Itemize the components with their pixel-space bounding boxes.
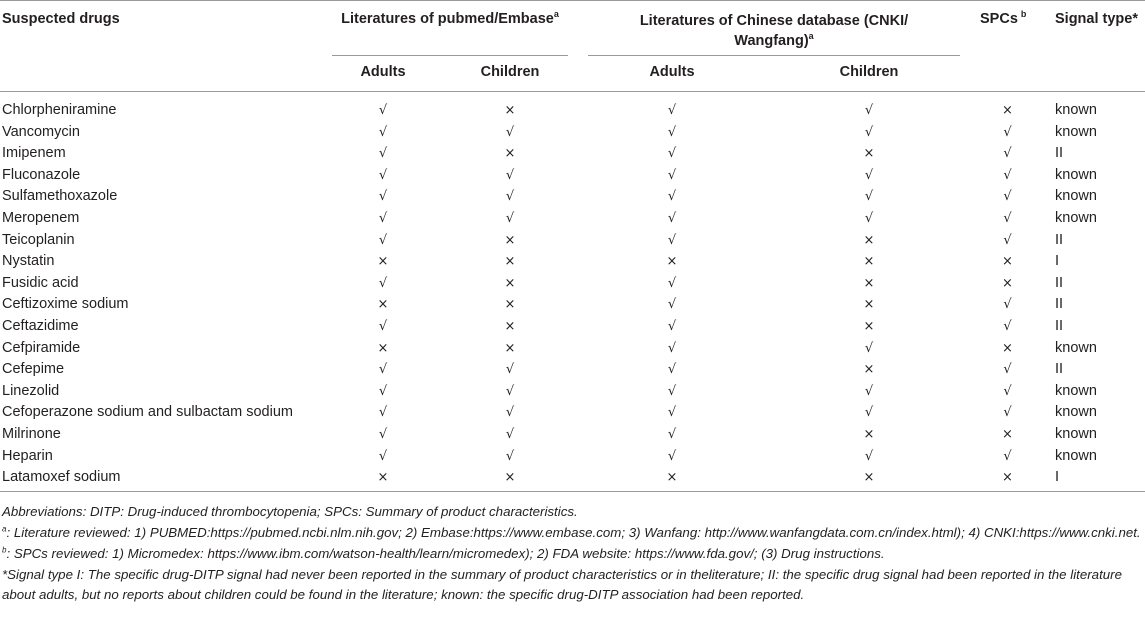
cell-drug-name: Linezolid bbox=[2, 382, 60, 399]
cell-signal-type: I bbox=[1055, 253, 1060, 270]
table-row bbox=[0, 230, 1145, 252]
table-row bbox=[0, 316, 1145, 338]
table-footnotes bbox=[2, 502, 1142, 606]
cell-signal-type: II bbox=[1055, 318, 1064, 334]
cell-drug-name: Ceftizoxime sodium bbox=[2, 296, 129, 313]
table-bottom-rule bbox=[0, 491, 1145, 492]
table-row bbox=[0, 359, 1145, 381]
cell-chinese-children: × bbox=[863, 275, 875, 291]
cell-chinese-adults: √ bbox=[667, 189, 677, 205]
cell-spcs: √ bbox=[1003, 319, 1012, 334]
table-row bbox=[0, 251, 1145, 273]
cell-pubmed-adults: √ bbox=[378, 124, 388, 140]
table-row bbox=[0, 122, 1145, 144]
cell-pubmed-children: × bbox=[504, 340, 516, 356]
cell-signal-type: known bbox=[1055, 188, 1097, 205]
cell-spcs: √ bbox=[1003, 167, 1012, 183]
table-row bbox=[0, 294, 1145, 316]
table-header bbox=[0, 0, 1145, 92]
cell-chinese-children: √ bbox=[864, 211, 874, 226]
cell-pubmed-children: × bbox=[504, 146, 516, 162]
table-row bbox=[0, 338, 1145, 360]
cell-chinese-children: √ bbox=[864, 383, 874, 399]
header-chinese-group: Literatures of Chinese database (CNKI/ Wangfang)$^a$ bbox=[639, 13, 909, 49]
chinese-sub-rule bbox=[588, 55, 960, 56]
cell-signal-type: known bbox=[1055, 404, 1097, 421]
cell-drug-name: Chlorpheniramine bbox=[2, 102, 117, 118]
cell-signal-type: known bbox=[1055, 102, 1097, 118]
cell-signal-type: II bbox=[1055, 296, 1064, 313]
cell-pubmed-adults: √ bbox=[378, 405, 388, 421]
cell-pubmed-adults: √ bbox=[378, 275, 388, 291]
cell-signal-type: II bbox=[1055, 361, 1064, 378]
cell-chinese-children: × bbox=[863, 427, 875, 442]
cell-chinese-adults: √ bbox=[667, 362, 677, 378]
cell-drug-name: Heparin bbox=[2, 447, 53, 464]
table-row bbox=[0, 100, 1145, 122]
cell-chinese-children: √ bbox=[864, 189, 874, 205]
cell-chinese-children: × bbox=[863, 254, 875, 270]
cell-chinese-adults: × bbox=[666, 254, 678, 270]
table-row bbox=[0, 208, 1145, 230]
cell-spcs: √ bbox=[1003, 189, 1012, 205]
cell-chinese-children: × bbox=[863, 362, 875, 378]
footnote-abbreviations: Abbreviations: DITP: Drug-induced thrombocytopenia; SPCs: Summary of product characteristics. bbox=[2, 504, 578, 519]
cell-signal-type: I bbox=[1055, 469, 1060, 486]
cell-chinese-adults: √ bbox=[667, 297, 677, 313]
cell-chinese-children: √ bbox=[864, 340, 874, 356]
cell-drug-name: Meropenem bbox=[2, 210, 80, 226]
cell-spcs: √ bbox=[1003, 383, 1012, 399]
cell-pubmed-adults: √ bbox=[378, 232, 388, 248]
header-pubmed-children: Children bbox=[480, 64, 540, 80]
cell-chinese-adults: √ bbox=[667, 405, 677, 421]
cell-chinese-children: × bbox=[863, 297, 875, 313]
cell-pubmed-adults: √ bbox=[378, 211, 388, 226]
cell-pubmed-children: √ bbox=[505, 362, 515, 378]
header-chinese-adults: Adults bbox=[649, 64, 695, 80]
cell-pubmed-children: √ bbox=[505, 448, 515, 464]
cell-drug-name: Vancomycin bbox=[2, 123, 80, 140]
cell-pubmed-children: √ bbox=[505, 427, 515, 442]
cell-signal-type: II bbox=[1055, 145, 1064, 162]
cell-signal-type: known bbox=[1055, 382, 1097, 399]
cell-spcs: × bbox=[1002, 275, 1013, 291]
table-row bbox=[0, 467, 1145, 489]
cell-chinese-adults: × bbox=[666, 470, 678, 486]
cell-chinese-children: × bbox=[863, 146, 875, 162]
cell-drug-name: Nystatin bbox=[2, 253, 55, 270]
pubmed-sub-rule bbox=[332, 55, 568, 56]
cell-chinese-adults: √ bbox=[667, 103, 677, 118]
table-row bbox=[0, 273, 1145, 295]
cell-chinese-children: √ bbox=[864, 167, 874, 183]
cell-pubmed-adults: √ bbox=[378, 146, 388, 162]
cell-spcs: √ bbox=[1003, 232, 1012, 248]
header-spcs: SPCs $^b$ bbox=[980, 9, 1027, 27]
cell-drug-name: Sulfamethoxazole bbox=[2, 188, 118, 205]
cell-chinese-adults: √ bbox=[667, 167, 677, 183]
cell-chinese-children: √ bbox=[864, 103, 874, 118]
cell-pubmed-children: × bbox=[504, 319, 516, 334]
cell-spcs: √ bbox=[1003, 405, 1012, 421]
cell-chinese-adults: √ bbox=[667, 383, 677, 399]
cell-pubmed-adults: √ bbox=[378, 383, 388, 399]
cell-pubmed-children: √ bbox=[505, 167, 515, 183]
cell-drug-name: Imipenem bbox=[2, 145, 66, 162]
cell-spcs: √ bbox=[1003, 448, 1012, 464]
cell-drug-name: Milrinone bbox=[2, 426, 61, 442]
cell-chinese-adults: √ bbox=[667, 448, 677, 464]
header-signal-type: Signal type* bbox=[1055, 11, 1138, 27]
header-chinese-children: Children bbox=[839, 64, 899, 80]
table-row bbox=[0, 424, 1145, 446]
header-pubmed-group: Literatures of pubmed/Embase$^a$ bbox=[341, 9, 559, 27]
cell-pubmed-children: √ bbox=[505, 124, 515, 140]
table-row bbox=[0, 143, 1145, 165]
footnote-b: $^b$: SPCs reviewed: 1) Micromedex: https://www.ibm.com/watson-health/learn/micromedex); 2) FDA website: https://www.fda.gov/; (3) Drug instructions. bbox=[2, 545, 885, 561]
cell-chinese-adults: √ bbox=[667, 340, 677, 356]
cell-chinese-adults: √ bbox=[667, 319, 677, 334]
cell-drug-name: Fusidic acid bbox=[2, 274, 79, 291]
table-row bbox=[0, 165, 1145, 187]
cell-drug-name: Cefepime bbox=[2, 361, 65, 378]
cell-chinese-adults: √ bbox=[667, 124, 677, 140]
cell-spcs: √ bbox=[1003, 146, 1012, 162]
cell-chinese-children: × bbox=[863, 232, 875, 248]
cell-chinese-adults: √ bbox=[667, 211, 677, 226]
cell-pubmed-adults: √ bbox=[378, 448, 388, 464]
cell-chinese-children: √ bbox=[864, 448, 874, 464]
cell-pubmed-adults: √ bbox=[378, 319, 388, 334]
cell-signal-type: known bbox=[1055, 166, 1097, 183]
cell-spcs: √ bbox=[1003, 211, 1012, 226]
cell-pubmed-adults: √ bbox=[378, 189, 388, 205]
cell-spcs: √ bbox=[1003, 297, 1012, 313]
cell-spcs: × bbox=[1002, 470, 1013, 486]
cell-signal-type: known bbox=[1055, 447, 1097, 464]
cell-pubmed-adults: √ bbox=[378, 167, 388, 183]
cell-pubmed-adults: √ bbox=[378, 362, 388, 378]
cell-drug-name: Fluconazole bbox=[2, 166, 81, 183]
cell-spcs: × bbox=[1002, 254, 1013, 270]
cell-spcs: × bbox=[1002, 427, 1013, 442]
cell-pubmed-children: × bbox=[504, 275, 516, 291]
footnote-signal-type: *Signal type I: The specific drug-DITP signal had never been reported in the summary of product characteristics or in theliterature; II: the specific drug signal had been reported in the literature about adults, but no reports about children could be found in the literature; known: the specific drug-DITP association had been reported. bbox=[2, 567, 1122, 602]
cell-chinese-adults: √ bbox=[667, 232, 677, 248]
cell-spcs: × bbox=[1002, 103, 1013, 118]
cell-drug-name: Latamoxef sodium bbox=[2, 469, 121, 486]
cell-drug-name: Cefpiramide bbox=[2, 339, 81, 356]
cell-pubmed-adults: √ bbox=[378, 427, 388, 442]
cell-pubmed-children: × bbox=[504, 254, 516, 270]
cell-pubmed-children: × bbox=[504, 232, 516, 248]
cell-chinese-adults: √ bbox=[667, 146, 677, 162]
cell-spcs: × bbox=[1002, 340, 1013, 356]
table-row bbox=[0, 381, 1145, 403]
cell-pubmed-children: × bbox=[504, 470, 516, 486]
cell-spcs: √ bbox=[1003, 124, 1012, 140]
cell-chinese-children: × bbox=[863, 470, 875, 486]
cell-chinese-adults: √ bbox=[667, 275, 677, 291]
cell-signal-type: known bbox=[1055, 426, 1097, 442]
cell-signal-type: II bbox=[1055, 274, 1064, 291]
cell-signal-type: II bbox=[1055, 231, 1064, 248]
table-row bbox=[0, 186, 1145, 208]
cell-pubmed-adults: × bbox=[377, 297, 389, 313]
cell-pubmed-children: × bbox=[504, 297, 516, 313]
cell-pubmed-children: √ bbox=[505, 383, 515, 399]
cell-chinese-children: √ bbox=[864, 124, 874, 140]
cell-chinese-children: √ bbox=[864, 405, 874, 421]
footnote-a: $^a$: Literature reviewed: 1) PUBMED:https://pubmed.ncbi.nlm.nih.gov; 2) Embase:https://www.embase.com; 3) Wanfang: http://www.wanfangdata.com.cn/index.html); 4) CNKI:https://www.cnki.net. bbox=[2, 524, 1141, 540]
cell-chinese-adults: √ bbox=[667, 427, 677, 442]
cell-signal-type: known bbox=[1055, 339, 1097, 356]
cell-pubmed-children: √ bbox=[505, 405, 515, 421]
cell-chinese-children: × bbox=[863, 319, 875, 334]
cell-drug-name: Teicoplanin bbox=[2, 231, 75, 248]
table-row bbox=[0, 446, 1145, 468]
cell-drug-name: Cefoperazone sodium and sulbactam sodium bbox=[2, 404, 293, 421]
cell-pubmed-children: √ bbox=[505, 189, 515, 205]
cell-pubmed-adults: × bbox=[377, 254, 389, 270]
header-suspected-drugs: Suspected drugs bbox=[2, 11, 120, 27]
header-pubmed-adults: Adults bbox=[360, 64, 406, 80]
cell-spcs: √ bbox=[1003, 362, 1012, 378]
cell-pubmed-adults: × bbox=[377, 340, 389, 356]
cell-pubmed-adults: × bbox=[377, 470, 389, 486]
cell-drug-name: Ceftazidime bbox=[2, 318, 79, 334]
cell-signal-type: known bbox=[1055, 123, 1097, 140]
header-bottom-rule bbox=[0, 91, 1145, 92]
cell-pubmed-children: × bbox=[504, 103, 516, 118]
table-row bbox=[0, 402, 1145, 424]
cell-pubmed-children: √ bbox=[505, 211, 515, 226]
cell-signal-type: known bbox=[1055, 210, 1097, 226]
cell-pubmed-adults: √ bbox=[378, 103, 388, 118]
